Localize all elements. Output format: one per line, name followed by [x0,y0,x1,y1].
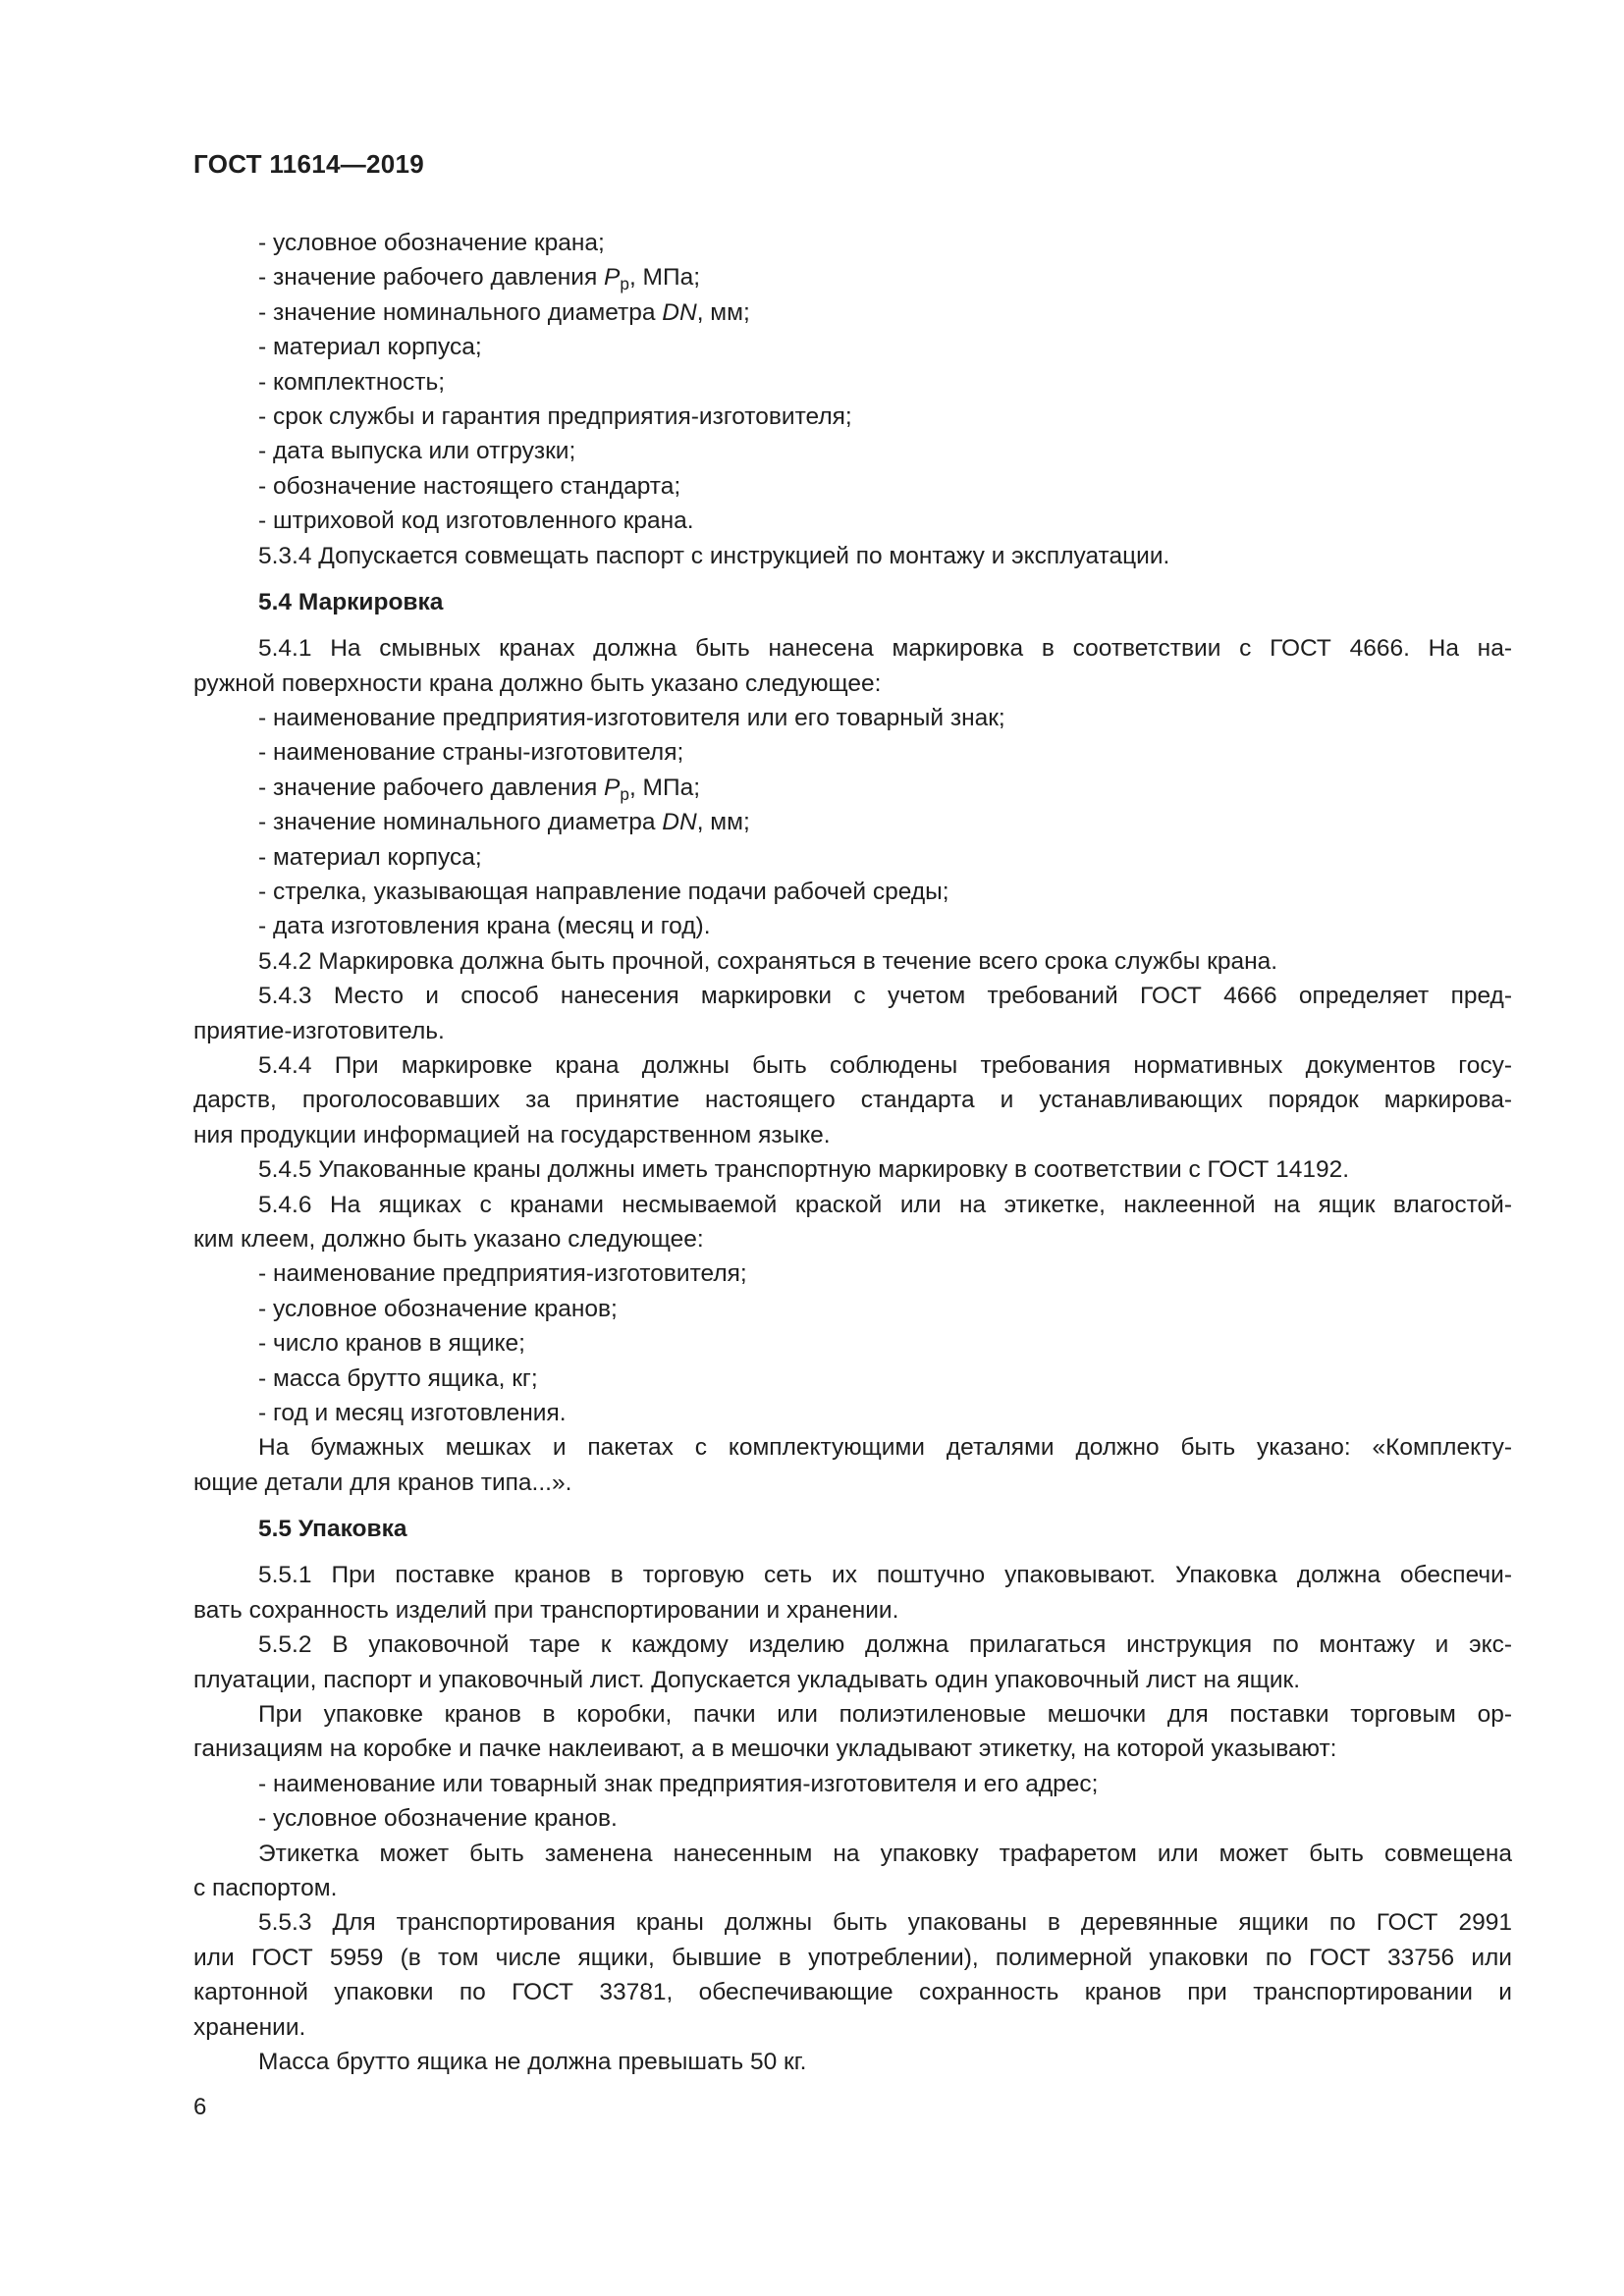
paragraph-5-5-3: 5.5.3 Для транспортирования краны должны быть упакованы в деревянные ящики по ГОСТ 2991 или ГОСТ 5959 (в том числе ящики, бывшие в употреблении), полимерной упаковки по ГОСТ 33756 или картонной упаковки по ГОСТ 33781, обеспечивающие сохранность кранов при транспортировании и хранении. [193,1909,1512,2041]
list-item: - дата изготовления крана (месяц и год). [258,913,711,940]
list-item: - наименование или товарный знак предприятия-изготовителя и его адрес; [258,1770,1099,1797]
list-item: - год и месяц изготовления. [258,1399,567,1426]
list-item: - значение номинального диаметра DN, мм; [258,298,750,326]
list-item: - значение рабочего давления $P_р$, МПа; [258,774,701,804]
list-item: - материал корпуса; [258,334,482,361]
label-items-list [258,1767,1512,1837]
paragraph-5-4-4: 5.4.4 При маркировке крана должны быть соблюдены требования нормативных документов госу- дарств, проголосовавших за принятие настоящего стандарта и устанавливающих порядок маркирова- ния продукции информацией на государственном языке. [193,1051,1512,1148]
list-item: - условное обозначение кранов; [258,1295,618,1322]
list-item: - наименование предприятия-изготовителя; [258,1260,747,1288]
list-item: - условное обозначение крана; [258,230,605,256]
list-item: - условное обозначение кранов. [258,1805,618,1833]
list-item: - дата выпуска или отгрузки; [258,438,576,465]
list-item: - комплектность; [258,368,446,396]
paragraph-5-4-1: 5.4.1 На смывных кранах должна быть нанесена маркировка в соответствии с ГОСТ 4666. На на- ружной поверхности крана должно быть указано следующее: [193,635,1512,697]
paragraph-label: Этикетка может быть заменена нанесенным на упаковку трафаретом или может быть совмещена с паспортом. [193,1840,1512,1901]
marking-items-list [258,701,1512,944]
paragraph-5-4-2: 5.4.2 Маркировка должна быть прочной, сохраняться в течение всего срока службы крана. [258,947,1278,975]
document-header: ГОСТ 11614—2019 [193,149,425,179]
box-marking-items-list [258,1256,1512,1430]
section-heading-5-5: 5.5 Упаковка [258,1516,407,1543]
document-body [193,226,1512,2079]
paragraph-5-4-3: 5.4.3 Место и способ нанесения маркировки с учетом требований ГОСТ 4666 определяет пред- приятие-изготовитель. [193,983,1512,1044]
paragraph-5-4-5: 5.4.5 Упакованные краны должны иметь транспортную маркировку в соответствии с ГОСТ 14192. [258,1156,1350,1184]
paragraph-boxes: При упаковке кранов в коробки, пачки или полиэтиленовые мешочки для поставки торговым ор- ганизациям на коробке и пачке наклеивают, а в мешочки укладывают этикетку, на которой указывают: [193,1701,1512,1763]
passport-items-list [258,226,1512,539]
list-item: - число кранов в ящике; [258,1330,525,1358]
page-number: 6 [193,2094,207,2120]
paragraph-5-5-1: 5.5.1 При поставке кранов в торговую сеть их поштучно упаковывают. Упаковка должна обеспечи- вать сохранность изделий при транспортировании и хранении. [193,1562,1512,1624]
paragraph-5-4-6: 5.4.6 На ящиках с кранами несмываемой краской или на этикетке, наклеенной на ящик влагостой- ким клеем, должно быть указано следующее: [193,1191,1512,1253]
paragraph-5-5-2: 5.5.2 В упаковочной таре к каждому изделию должна прилагаться инструкция по монтажу и экс- плуатации, паспорт и упаковочный лист. Допускается укладывать один упаковочный лист на ящик. [193,1631,1512,1693]
list-item: - стрелка, указывающая направление подачи рабочей среды; [258,879,949,906]
paragraph-5-3-4: 5.3.4 Допускается совмещать паспорт с инструкцией по монтажу и эксплуатации. [258,542,1170,569]
paragraph-bags: На бумажных мешках и пакетах с комплектующими деталями должно быть указано: «Комплекту- ющие детали для кранов типа...». [193,1434,1512,1496]
paragraph-mass: Масса брутто ящика не должна превышать 50 кг. [258,2048,807,2075]
list-item: - обозначение настоящего стандарта; [258,472,681,500]
list-item: - значение номинального диаметра DN, мм; [258,809,750,836]
list-item: - материал корпуса; [258,843,482,871]
list-item: - срок службы и гарантия предприятия-изготовителя; [258,402,852,430]
list-item: - наименование предприятия-изготовителя или его товарный знак; [258,705,1005,732]
list-item: - штриховой код изготовленного крана. [258,507,694,535]
section-heading-5-4: 5.4 Маркировка [258,588,444,615]
list-item: - значение рабочего давления $P_р$, МПа; [258,264,701,294]
list-item: - наименование страны-изготовителя; [258,739,684,767]
list-item: - масса брутто ящика, кг; [258,1364,538,1392]
